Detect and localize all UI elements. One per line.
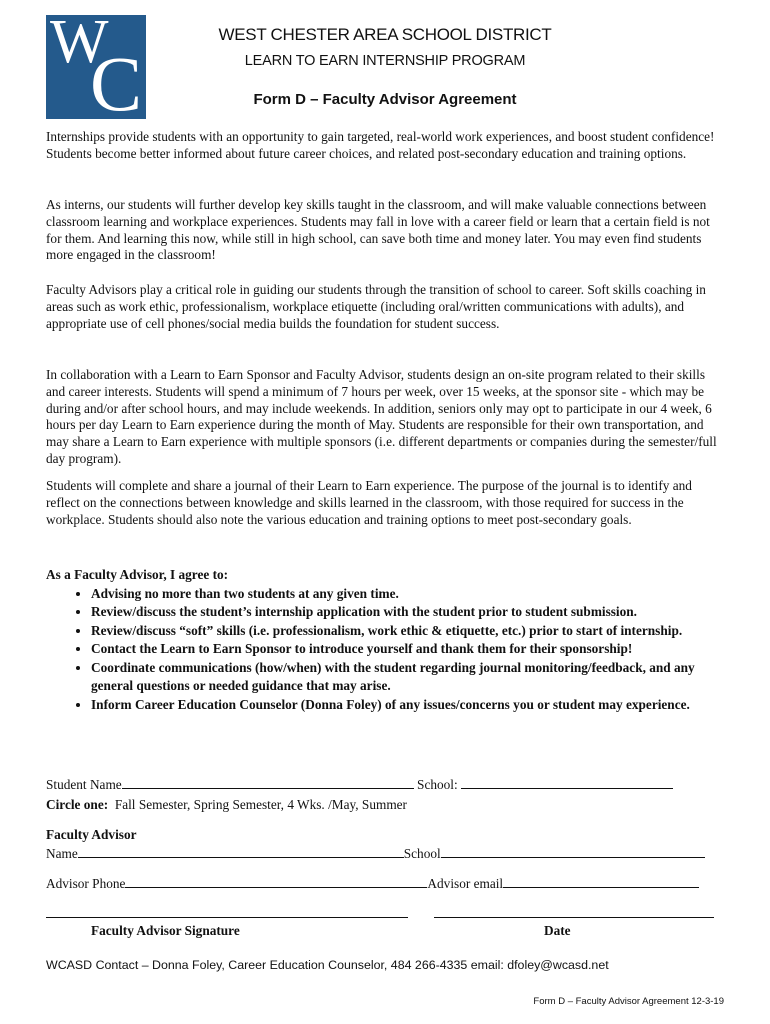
faculty-advisor-heading: Faculty Advisor	[46, 827, 137, 842]
name-label: Name	[46, 846, 78, 861]
agreement-item: • Contact the Learn to Earn Sponsor to introduce yourself and thank them for their sponsorship!	[91, 640, 736, 659]
advisor-name-row	[46, 846, 705, 862]
advisors-paragraph: Faculty Advisors play a critical role in guiding our students through the transition of school to career. Soft skills coaching in areas such as work ethic, professionalism, workplace etiquette (including oral/written communications with adults), and appropriate use of cell phones/social media builds the foundation for student success.	[46, 282, 706, 331]
form-title: Form D – Faculty Advisor Agreement	[253, 91, 517, 108]
semester-options[interactable]: Fall Semester, Spring Semester, 4 Wks. /May, Summer	[114, 797, 407, 812]
interns-paragraph: As interns, our students will further develop key skills taught in the classroom, and will make valuable connections between classroom learning and workplace experiences. Students may fall in love with a career field or learn that a certain field is not for them. And learning this now, while still in high school, can save both time and money later. You may even find students more engaged in the classroom!	[46, 197, 710, 263]
date-label: Date	[544, 923, 571, 938]
student-name-field[interactable]	[122, 777, 414, 789]
advisor-contact-row	[46, 876, 699, 892]
district-title: WEST CHESTER AREA SCHOOL DISTRICT	[218, 25, 552, 44]
agreement-item: • Review/discuss the student’s internship application with the student prior to student submission.	[91, 603, 736, 622]
agreement-heading: As a Faculty Advisor, I agree to:	[46, 567, 229, 582]
signature-line[interactable]	[46, 916, 408, 918]
collaboration-paragraph: In collaboration with a Learn to Earn Sponsor and Faculty Advisor, students design an on-site program related to their skills and career interests. Students will spend a minimum of 7 hours per week, over 15 weeks, at the sponsor site - which may be during and/or after school hours, and may include weekends. In addition, seniors only may opt to participate in our 4 week, 6 hours per day Learn to Earn experience during the month of May. Students are responsible for their own transportation, and may share a Learn to Earn experience with multiple sponsors (i.e. different departments or companies during the semester/full day program).	[46, 367, 717, 466]
circle-one-label: Circle one:	[46, 797, 109, 812]
agreement-item: • Review/discuss “soft” skills (i.e. professionalism, work ethic & etiquette, etc.) prior to start of internship.	[91, 622, 736, 641]
program-title: LEARN TO EARN INTERNSHIP PROGRAM	[244, 53, 526, 69]
circle-one-row	[46, 797, 407, 813]
advisor-school-field[interactable]	[441, 846, 705, 858]
agreement-section	[46, 566, 736, 714]
advisor-phone-label: Advisor Phone	[46, 876, 126, 891]
logo-letter-c: C	[90, 40, 143, 119]
advisor-phone-field[interactable]	[125, 876, 427, 888]
journal-paragraph: Students will complete and share a journal of their Learn to Earn experience. The purpose of the journal is to identify and reflect on the connections between knowledge and skills learned in the classroom, with those required for success in the workplace. Students should also note the various education and training options to meet post-secondary goals.	[46, 478, 692, 527]
intro-paragraph: Internships provide students with an opportunity to gain targeted, real-world work experiences, and boost student confidence! Students become better informed about future career choices, and related post-secondary education and training options.	[46, 129, 715, 161]
logo-letter-w: W	[50, 15, 109, 76]
contact-info: WCASD Contact – Donna Foley, Career Education Counselor, 484 266-4335 email: dfoley@wcasd.net	[46, 958, 609, 972]
advisor-email-label: Advisor email	[427, 876, 504, 891]
agreement-item: • Inform Career Education Counselor (Donna Foley) of any issues/concerns you or student may experience.	[91, 696, 736, 715]
advisor-email-field[interactable]	[503, 876, 699, 888]
school-label: School:	[413, 777, 461, 792]
district-logo	[46, 15, 146, 119]
advisor-school-label: School	[403, 846, 441, 861]
agreement-item: • Coordinate communications (how/when) with the student regarding journal monitoring/feedback, and any general questions or needed guidance that may arise.	[91, 659, 736, 696]
student-row	[46, 777, 673, 793]
student-name-label: Student Name	[46, 777, 122, 792]
date-line[interactable]	[434, 916, 714, 918]
footer-form-id: Form D – Faculty Advisor Agreement 12-3-19	[533, 996, 724, 1007]
agreement-item: • Advising no more than two students at any given time.	[91, 585, 736, 604]
signature-label: Faculty Advisor Signature	[91, 923, 240, 938]
advisor-name-field[interactable]	[78, 846, 404, 858]
agreement-list	[46, 585, 736, 715]
student-school-field[interactable]	[461, 777, 673, 789]
